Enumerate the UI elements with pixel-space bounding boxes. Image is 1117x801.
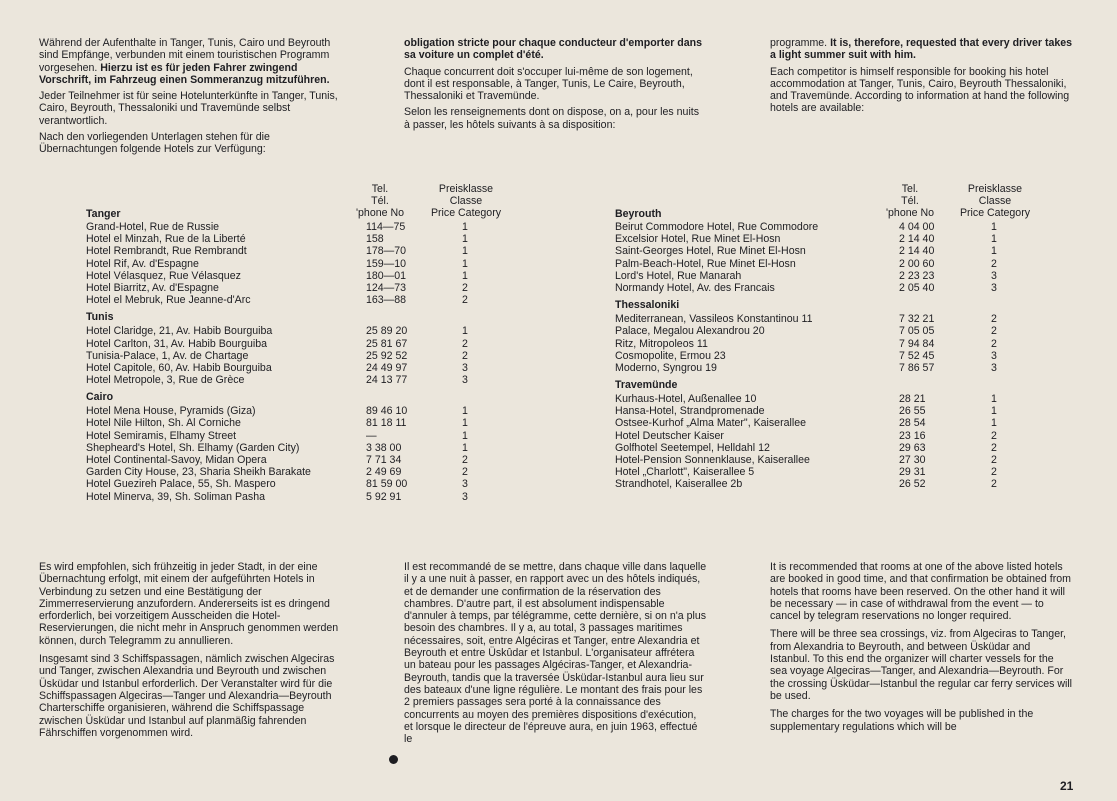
hotel-name: Hotel Capitole, 60, Av. Habib Bourguiba (86, 361, 272, 374)
price-category: 2 (462, 337, 468, 350)
hotel-name: Hotel Metropole, 3, Rue de Grèce (86, 374, 245, 387)
tel-header (350, 183, 410, 220)
table-row (615, 362, 1035, 374)
table-row (86, 478, 506, 490)
price-category: 1 (991, 233, 997, 246)
price-category: 2 (991, 337, 997, 350)
intro-fr-p3 (404, 106, 707, 131)
price-category: 1 (462, 269, 468, 282)
phone-number: 7 86 57 (899, 361, 935, 374)
hotel-name: Lord's Hotel, Rue Manarah (615, 269, 742, 282)
bottom-de-p2: Insgesamt sind 3 Schiffspassagen, nämlich zwischen Algeciras und Tanger, zwischen Alexandria und Beyrouth und zwischen Üsküdar und Istanbul erforderlich. Der Veranstalter wird für die Schiffspassagen Algeciras—Tanger und Alexandria—Beyrouth Charterschiffe organisieren, während die Schiffspassage zwischen Üsküdar und Istanbul auf planmäßig fahrenden Fährschiffen vorgenommen wird. (39, 653, 335, 739)
section-spacer (86, 503, 506, 508)
price-category: 2 (462, 294, 468, 307)
city-heading: Tanger (86, 208, 121, 220)
price-header-line: Price Category (430, 207, 502, 220)
phone-number: 114—75 (366, 221, 406, 233)
table-row (86, 405, 506, 417)
phone-number: 26 52 (899, 478, 926, 491)
phone-number: 2 49 69 (366, 466, 402, 479)
hotel-name: Hotel Guezireh Palace, 55, Sh. Maspero (86, 478, 276, 491)
tel-header-line: 'phone No (356, 207, 404, 220)
phone-number: 81 59 00 (366, 478, 408, 491)
phone-number: 7 94 84 (899, 337, 935, 350)
table-row (615, 338, 1035, 350)
bottom-en-p3: The charges for the two voyages will be published in the supplementary regulations which will be (770, 708, 1034, 733)
price-category: 2 (991, 313, 997, 326)
intro-de-p2-text: Jeder Teilnehmer ist für seine Hotelunterkünfte in Tanger, Tunis, Cairo, Beyrouth, Thessaloniki und Travemünde selbst verantwortlich. (39, 90, 338, 127)
table-row (615, 221, 1035, 233)
hotel-name: Hotel Rembrandt, Rue Rembrandt (86, 245, 247, 258)
table-row (86, 417, 506, 429)
price-category: 2 (991, 454, 997, 466)
table-row (86, 221, 506, 233)
price-category: 3 (462, 361, 468, 374)
price-category: 1 (462, 233, 468, 246)
tel-header-line: Tél. (371, 195, 389, 208)
table-row (86, 294, 506, 306)
phone-number: 25 89 20 (366, 325, 408, 338)
phone-number: 25 81 67 (366, 337, 408, 350)
price-category: 3 (991, 281, 997, 294)
phone-number: 5 92 91 (366, 490, 402, 503)
price-category: 3 (991, 361, 997, 374)
phone-number: 159—10 (366, 257, 407, 270)
phone-number: 81 18 11 (366, 417, 407, 430)
hotel-name: Hotel-Pension Sonnenklause, Kaiserallee (615, 454, 810, 466)
hotel-name: Hotel Continental-Savoy, Midan Opera (86, 454, 267, 466)
bottom-en-p1: It is recommended that rooms at one of the above listed hotels are booked in good time, and that confirmation be obtained from hotels that rooms have been reserved. On the other hand it will be necessary — in case of withdrawal from the event — to cancel by telegram reservations no longer required. (770, 561, 1071, 623)
hotel-name: Hotel Carlton, 31, Av. Habib Bourguiba (86, 337, 267, 350)
intro-en-p1-text: programme. (770, 37, 831, 49)
phone-number: 124—73 (366, 281, 407, 294)
phone-number: 25 92 52 (366, 349, 408, 362)
table-row (615, 233, 1035, 245)
price-category: 1 (991, 221, 997, 233)
price-header-line: Preisklasse (438, 183, 494, 195)
tel-header-line: Tel. (371, 183, 389, 195)
table-row (615, 442, 1035, 454)
phone-number: 7 32 21 (899, 313, 935, 326)
table-row (86, 245, 506, 257)
table-row (615, 325, 1035, 337)
hotel-name: Hotel Rif, Av. d'Espagne (86, 257, 199, 270)
hotel-name: Saint-Georges Hotel, Rue Minet El-Hosn (615, 245, 806, 258)
hotel-name: Ritz, Mitropoleos 11 (615, 337, 708, 350)
intro-fr-p2-text: Chaque concurrent doit s'occuper lui-même de son logement, dont il est responsable, à Tanger, Tunis, Le Caire, Beyrouth, Thessaloniki et Travemünde. (404, 65, 693, 103)
phone-number: 7 52 45 (899, 349, 935, 362)
price-category: 3 (991, 269, 997, 282)
table-row (615, 270, 1035, 282)
phone-number: 26 55 (899, 405, 926, 418)
hotel-name: Hotel Claridge, 21, Av. Habib Bourguiba (86, 325, 273, 338)
table-row (86, 374, 506, 386)
intro-de-p3-text: Nach den vorliegenden Unterlagen stehen für die Übernachtungen folgende Hotels zur Verfügung: (39, 131, 270, 156)
hotel-name: Tunisia-Palace, 1, Av. de Chartage (86, 349, 249, 362)
hotel-name: Hotel Minerva, 39, Sh. Soliman Pasha (86, 490, 266, 503)
table-row (86, 430, 506, 442)
hotel-name: Palm-Beach-Hotel, Rue Minet El-Hosn (615, 257, 796, 270)
table-row (615, 430, 1035, 442)
price-category: 1 (991, 393, 997, 406)
price-category: 2 (991, 466, 997, 479)
intro-en-p2-text: Each competitor is himself responsible for booking his hotel accommodation at Tanger, Tunis, Cairo, Beyrouth Thessaloniki, and Travemünde. According to information at hand the following hotels are available: (770, 65, 1070, 115)
hotel-name: Moderno, Syngrou 19 (615, 361, 717, 374)
price-category: 1 (462, 429, 468, 442)
hotel-name: Mediterranean, Vassileos Konstantinou 11 (615, 313, 813, 326)
intro-en-p1 (770, 37, 1073, 62)
intro-fr-p3-text: Selon les renseignements dont on dispose, on a, pour les nuits à passer, les hôtels suivants à sa disposition: (404, 106, 700, 131)
table-row (86, 233, 506, 245)
intro-en-p2 (770, 66, 1073, 115)
table-row (86, 350, 506, 362)
intro-fr-p2 (404, 66, 707, 103)
table-row (86, 258, 506, 270)
city-heading: Cairo (86, 391, 114, 404)
price-category: 3 (462, 374, 468, 387)
phone-number: 7 71 34 (366, 454, 402, 466)
hotel-name: Hotel Mena House, Pyramids (Giza) (86, 405, 256, 418)
hotel-name: Shepheard's Hotel, Sh. Elhamy (Garden City) (86, 441, 300, 454)
table-row (615, 405, 1035, 417)
price-category: 2 (991, 478, 997, 491)
price-category: 3 (462, 490, 468, 503)
hotel-name: Excelsior Hotel, Rue Minet El-Hosn (615, 233, 781, 246)
section-spacer (615, 491, 1035, 496)
hotel-name: Hotel Deutscher Kaiser (615, 429, 724, 442)
price-header-line: Classe (978, 195, 1012, 208)
intro-de-p3 (39, 131, 342, 156)
hotel-name: Grand-Hotel, Rue de Russie (86, 221, 220, 233)
hotel-name: Hotel „Charlott", Kaiserallee 5 (615, 466, 755, 479)
hotel-name: Hotel el Minzah, Rue de la Liberté (86, 233, 246, 246)
hotel-name: Hotel Nile Hilton, Sh. Al Corniche (86, 417, 241, 430)
intro-de-p2 (39, 90, 342, 127)
table-row (615, 350, 1035, 362)
table-row (615, 282, 1035, 294)
price-category: 1 (462, 325, 468, 338)
phone-number: 7 05 05 (899, 325, 935, 338)
table-row (86, 362, 506, 374)
price-category: 1 (462, 257, 468, 270)
table-row (86, 442, 506, 454)
table-header-right (615, 183, 1035, 221)
hotel-name: Cosmopolite, Ermou 23 (615, 349, 726, 362)
price-category: 1 (991, 417, 997, 430)
table-row (86, 270, 506, 282)
hotel-name: Normandy Hotel, Av. des Francais (615, 281, 775, 294)
hotel-name: Beirut Commodore Hotel, Rue Commodore (615, 221, 819, 233)
hotel-table-right (615, 183, 1035, 496)
phone-number: 28 21 (899, 393, 926, 406)
hotel-name: Garden City House, 23, Sharia Sheikh Barakate (86, 466, 311, 479)
phone-number: 2 00 60 (899, 257, 935, 270)
table-row (615, 258, 1035, 270)
intro-de-p1-bold: Hierzu ist es für jeden Fahrer zwingend Vorschrift, im Fahrzeug einen Sommeranzug mitzuführen. (39, 61, 330, 86)
bullet-dot (389, 755, 398, 764)
phone-number: — (366, 429, 377, 442)
price-category: 2 (991, 441, 997, 454)
phone-number: 3 38 00 (366, 441, 402, 454)
table-row (86, 491, 506, 503)
price-category: 1 (462, 221, 468, 233)
table-row (615, 417, 1035, 429)
hotel-name: Ostsee-Kurhof „Alma Mater", Kaiserallee (615, 417, 806, 430)
city-heading: Beyrouth (615, 208, 662, 220)
price-category: 2 (462, 281, 468, 294)
city-heading: Tunis (86, 311, 114, 324)
bottom-en-p2: There will be three sea crossings, viz. from Algeciras to Tanger, from Alexandria to Beyrouth, and between Üsküdar and Istanbul. To this end the organizer will charter vessels for the sea voyage Algeciras—Tanger, and Alexandria—Beyrouth. For the crossing Üsküdar—Istanbul the regular car ferry services will be used. (770, 628, 1073, 702)
intro-de-p1-text: Während der Aufenthalte in Tanger, Tunis, Cairo und Beyrouth sind Empfänge, verbunden mit einem touristischen Programm vorgesehen. (39, 37, 331, 74)
price-category: 1 (462, 245, 468, 258)
hotel-name: Hotel Biarritz, Av. d'Espagne (86, 281, 219, 294)
phone-number: 178—70 (366, 245, 407, 258)
phone-number: 2 14 40 (899, 233, 935, 246)
city-heading: Thessaloniki (615, 299, 680, 312)
tel-header-line: Tel. (901, 183, 919, 195)
table-row (615, 393, 1035, 405)
hotel-table-left (86, 183, 506, 508)
price-category: 3 (462, 478, 468, 491)
bottom-english (770, 561, 1073, 737)
intro-french (404, 37, 707, 135)
phone-number: 180—01 (366, 269, 407, 282)
price-category: 2 (991, 429, 997, 442)
city-heading: Travemünde (615, 379, 678, 392)
table-header-left (86, 183, 506, 221)
price-category: 3 (991, 349, 997, 362)
hotel-name: Hansa-Hotel, Strandpromenade (615, 405, 765, 418)
phone-number: 158 (366, 233, 384, 246)
price-header-line: Classe (449, 195, 483, 208)
price-header (420, 183, 512, 220)
phone-number: 2 23 23 (899, 269, 935, 282)
hotel-name: Golfhotel Seetempel, Helldahl 12 (615, 441, 770, 454)
hotel-name: Hotel el Mebruk, Rue Jeanne-d'Arc (86, 294, 251, 307)
intro-german (39, 37, 342, 160)
phone-number: 29 63 (899, 441, 926, 454)
intro-fr-p1-bold: obligation stricte pour chaque conducteur d'emporter dans sa voiture un complet d'été. (404, 37, 703, 62)
hotel-name: Hotel Semiramis, Elhamy Street (86, 429, 237, 442)
price-category: 1 (991, 405, 997, 418)
price-header-line: Preisklasse (967, 183, 1023, 195)
phone-number: 2 14 40 (899, 245, 935, 258)
table-row (615, 478, 1035, 490)
table-row (86, 466, 506, 478)
tel-header (880, 183, 940, 220)
intro-en-p1-bold: It is, therefore, requested that every driver takes a light summer suit with him. (770, 37, 1073, 62)
price-category: 1 (462, 405, 468, 418)
price-category: 1 (462, 417, 468, 430)
table-row (615, 313, 1035, 325)
intro-english (770, 37, 1073, 119)
intro-de-p1 (39, 37, 342, 86)
phone-number: 29 31 (899, 466, 926, 479)
phone-number: 163—88 (366, 294, 407, 307)
hotel-name: Kurhaus-Hotel, Außenallee 10 (615, 393, 757, 406)
price-category: 1 (991, 245, 997, 258)
table-row (86, 325, 506, 337)
phone-number: 28 54 (899, 417, 926, 430)
phone-number: 24 13 77 (366, 374, 408, 387)
hotel-name: Strandhotel, Kaiserallee 2b (615, 478, 743, 491)
price-header (949, 183, 1041, 220)
bottom-de-p1: Es wird empfohlen, sich frühzeitig in jeder Stadt, in der eine Übernachtung erfolgt, mit einem der aufgeführten Hotels in Verbindung zu setzen und eine Bestätigung der Zimmerreservierung anzufordern. Andererseits ist es dringend erforderlich, bei vorzeitigem Ausscheiden die Hotel-Reservierungen, die nicht mehr in Anspruch genommen werden können, durch Telegramm zu annullieren. (39, 561, 339, 647)
hotel-name: Hotel Vélasquez, Rue Vélasquez (86, 269, 241, 282)
page-number: 21 (1060, 779, 1074, 793)
hotel-name: Palace, Megalou Alexandrou 20 (615, 325, 765, 338)
intro-fr-p1 (404, 37, 707, 62)
tel-header-line: Tél. (901, 195, 919, 208)
table-row (86, 282, 506, 294)
phone-number: 27 30 (899, 454, 926, 466)
price-category: 2 (462, 454, 468, 466)
price-category: 1 (462, 441, 468, 454)
bottom-fr-p1: Il est recommandé de se mettre, dans chaque ville dans laquelle il y a une nuit à passer, en rapport avec un des hôtels indiqués, et de demander une confirmation de la réservation des chambres. D'autre part, il est absolument indispensable d'annuler à temps, par télégramme, cette dernière, si on n'a plus besoin des chambres. Il y a, au total, 3 passages maritimes nécessaires, soit, entre Algéciras et Tanger, entre Alexandria et Beyrouth et entre Üskûdar et Istanbul. L'organisateur affrétera un bateau pour les passages Algéciras-Tanger, et Alexandria-Beyrouth, tandis que la traversée Üsküdar-Istanbul aura lieu sur des bateaux d'une ligne régulière. Le montant des frais pour les 2 premiers passages sera porté à la connaissance des concurrents au moyen des premières dispositions d'exécution, et lorsque le directeur de l'épreuve aura, en juin 1963, effectué le (404, 561, 707, 746)
price-category: 2 (991, 257, 997, 270)
phone-number: 23 16 (899, 429, 926, 442)
phone-number: 2 05 40 (899, 281, 935, 294)
price-category: 2 (991, 325, 997, 338)
phone-number: 4 04 00 (899, 221, 935, 233)
phone-number: 89 46 10 (366, 405, 408, 418)
price-category: 2 (462, 466, 468, 479)
table-row (615, 454, 1035, 466)
table-row (615, 245, 1035, 257)
bottom-french (404, 561, 707, 749)
price-header-line: Price Category (959, 207, 1031, 220)
price-category: 2 (462, 349, 468, 362)
table-row (86, 454, 506, 466)
phone-number: 24 49 97 (366, 361, 408, 374)
table-row (615, 466, 1035, 478)
table-row (86, 338, 506, 350)
tel-header-line: 'phone No (886, 207, 934, 220)
bottom-german (39, 561, 342, 743)
